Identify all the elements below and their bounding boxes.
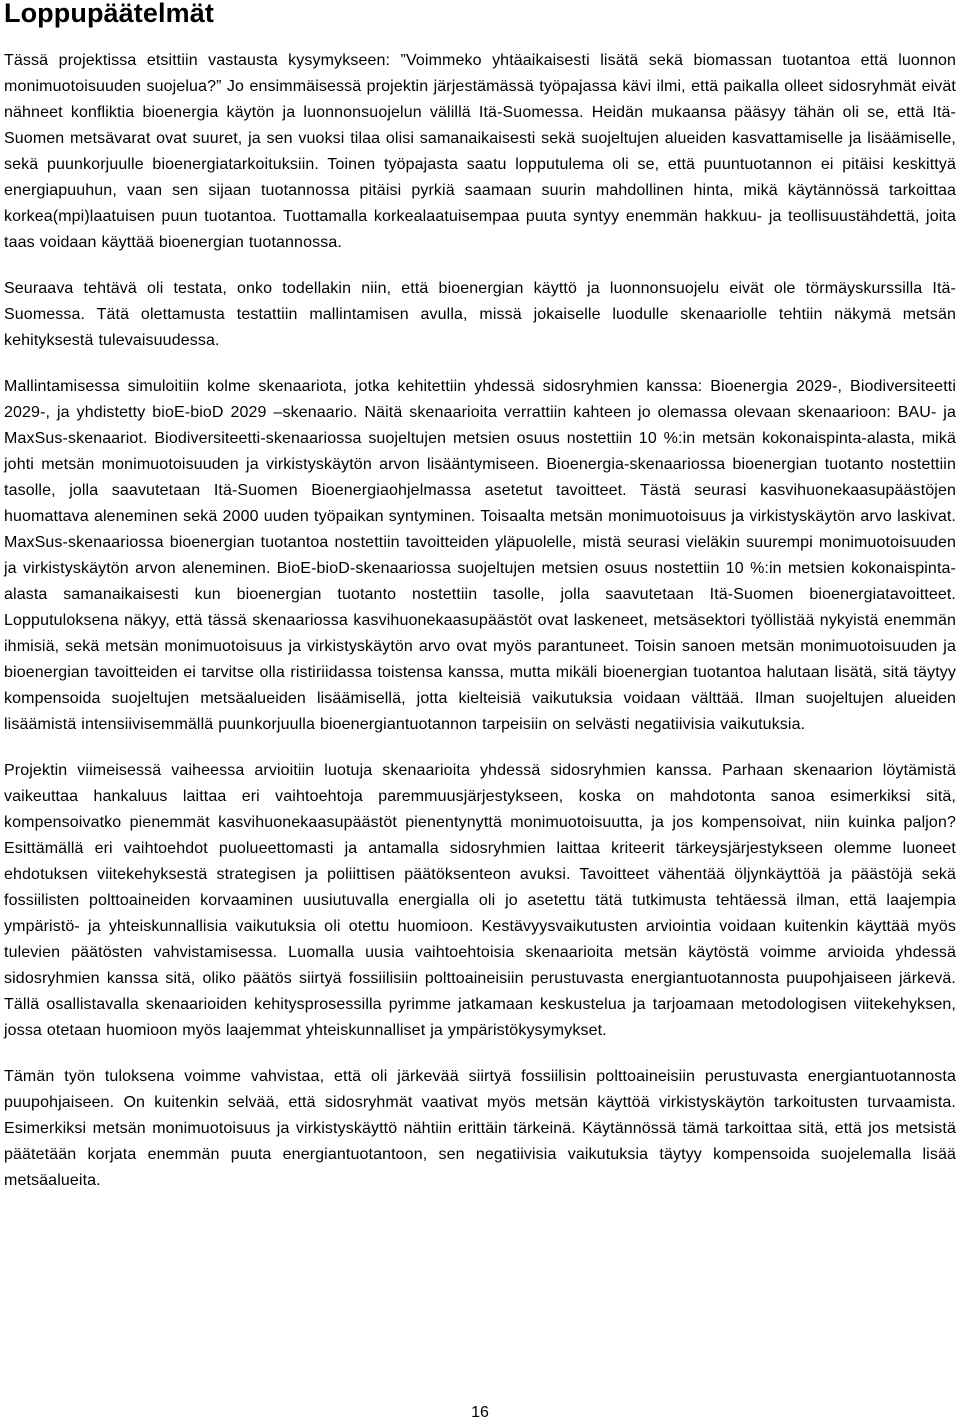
page-number: 16 [471,1404,489,1421]
paragraph-conclusion: Tämän työn tuloksena voimme vahvistaa, että oli järkevää siirtyä fossiilisin polttoaineisiin perustuvasta energiantuotannosta puupohjaiseen. On kuitenkin selvää, että sidosryhmät vaativat myös metsän käyttöä virkistyskäytön tarkoitusten turvaamista. Esimerkiksi metsän monimuotoisuus ja virkistyskäyttö nähtiin erittäin tärkeinä. Käytännössä tämä tarkoittaa sitä, että jos metsistä päätetään korjata enemmän puuta energiantuotantoon, sen negatiivisia vaikutuksia täytyy kompensoida suojelemalla lisää metsäalueita. [4,1068,956,1189]
paragraph-evaluation: Projektin viimeisessä vaiheessa arvioitiin luotuja skenaarioita yhdessä sidosryhmien kanssa. Parhaan skenaarion löytämistä vaikeuttaa hankaluus laittaa eri vaihtoehtoja paremmuusjärjestykseen, koska on mahdotonta sanoa esimerkiksi sitä, kompensoivatko pienemmät kasvihuonekaasupäästöt pienentynyttä monimuotoisuutta, ja jos kompensoivat, niin kuinka paljon? Esittämällä eri vaihtoehdot puolueettomasti ja antamalla sidosryhmien laittaa kriteerit tärkeysjärjestykseen olemme luoneet ehdotuksen viitekehyksestä strategisen ja poliittisen päätöksenteon avuksi. Tavoitteet vähentää öljynkäyttöä ja päästöjä sekä fossiilisten polttoaineiden korvaaminen uusiutuvalla energialla oli jo asetettu tätä tutkimusta tehtäessä ilman, että laajempia ympäristö- ja yhteiskunnallisia vaikutuksia oli otettu huomioon. Kestävyysvaikutusten arviointia voidaan kuitenkin käyttää myös tulevien päätösten vahvistamisessa. Luomalla uusia vaihtoehtoisia skenaarioita metsän käytöstä voimme arvioida yhdessä sidosryhmien kanssa sitä, oliko päätös siirtyä fossiilisiin polttoaineisiin perustuvasta energiantuotannosta puupohjaiseen järkevä. Tällä osallistavalla skenaarioiden kehitysprosessilla pyrimme jatkamaan keskustelua ja tarjoamaan metodologisen viitekehyksen, jossa otetaan huomioon myös laajemmat yhteiskunnalliset ja ympäristökysymykset. [4,762,956,1039]
paragraph-testing: Seuraava tehtävä oli testata, onko todellakin niin, että bioenergian käyttö ja luonnonsuojelu eivät ole törmäyskurssilla Itä-Suomessa. Tätä olettamusta testattiin mallintamisen avulla, missä jokaiselle luodulle skenaariolle tehtiin näkymä metsän kehityksestä tulevaisuudessa. [4,280,956,349]
paragraph-modelling: Mallintamisessa simuloitiin kolme skenaariota, jotka kehitettiin yhdessä sidosryhmien kanssa: Bioenergia 2029-, Biodiversiteetti 2029-, ja yhdistetty bioE-bioD 2029 –skenaario. Näitä skenaarioita verrattiin kahteen jo olemassa olevaan skenaarioon: BAU- ja MaxSus-skenaariot. Biodiversiteetti-skenaariossa suojeltujen metsien osuus nostettiin 10 %:in metsän kokonaispinta-alasta, mikä johti metsän monimuotoisuuden ja virkistyskäytön arvon lisääntymiseen. Bioenergia-skenaariossa bioenergian tuotanto nostettiin tasolle, jolla saavutetaan Itä-Suomen Bioenergiaohjelmassa asetetut tavoitteet. Tästä seurasi kasvihuonekaasupäästöjen huomattava aleneminen sekä 2000 uuden työpaikan syntyminen. Toisaalta metsän monimuotoisuus ja virkistyskäytön arvo laskivat. MaxSus-skenaariossa bioenergian tuotantoa nostettiin tavoitteiden yläpuolelle, mistä seurasi vieläkin suurempi monimuotoisuuden ja virkistyskäytön arvon aleneminen. BioE-bioD-skenaariossa suojeltujen metsien osuus nostettiin 10 %:in metsien kokonaispinta-alasta samanaikaisesti kun bioenergian tuotanto nostettiin tasolle, jolla saavutetaan Itä-Suomen bioenergiatavoitteet. Lopputuloksena näkyy, että tässä skenaariossa kasvihuonekaasupäästöt ovat laskeneet, metsäsektori työllistää nykyistä enemmän ihmisiä, sekä metsän monimuotoisuus ja virkistyskäytön arvo ovat myös parantuneet. Toisin sanoen metsän monimuotoisuuden ja bioenergian tavoitteiden ei tarvitse olla ristiriidassa toistensa kanssa, mutta mikäli bioenergian tuotantoa halutaan lisätä, sitä täytyy kompensoida suojeltujen metsäalueiden lisäämisellä, jotta kielteisiä vaikutuksia voidaan välttää. Ilman suojeltujen alueiden lisäämistä intensiivisemmällä puunkorjuulla bioenergiantuotannon tarpeisiin on selvästi negatiivisia vaikutuksia. [4,378,956,733]
page-title: Loppupäätelmät [4,0,214,28]
document-body [4,48,956,1214]
paragraph-intro: Tässä projektissa etsittiin vastausta kysymykseen: ”Voimmeko yhtäaikaisesti lisätä sekä biomassan tuotantoa että luonnon monimuotoisuuden suojelua?” Jo ensimmäisessä projektin järjestämässä työpajassa kävi ilmi, että paikalla olleet sidosryhmät eivät nähneet konfliktia bioenergia käytön ja luonnonsuojelun välillä Itä-Suomessa. Heidän mukaansa pääsyy tähän oli se, että Itä-Suomen metsävarat ovat suuret, ja sen vuoksi tilaa olisi samanaikaisesti sekä suojeltujen alueiden kasvattamiselle ja lisäämiselle, sekä puunkorjuulle bioenergiatarkoituksiin. Toinen työpajasta saatu lopputulema oli se, että puuntuotannon ei pitäisi keskittyä energiapuuhun, vaan sen sijaan tuotannossa pitäisi pyrkiä saamaan suurin mahdollinen hinta, mikä käytännössä tarkoittaa korkea(mpi)laatuisen puun tuotantoa. Tuottamalla korkealaatuisempaa puuta syntyy enemmän hakkuu- ja teollisuustähdettä, joita taas voidaan käyttää bioenergian tuotannossa. [4,52,956,251]
